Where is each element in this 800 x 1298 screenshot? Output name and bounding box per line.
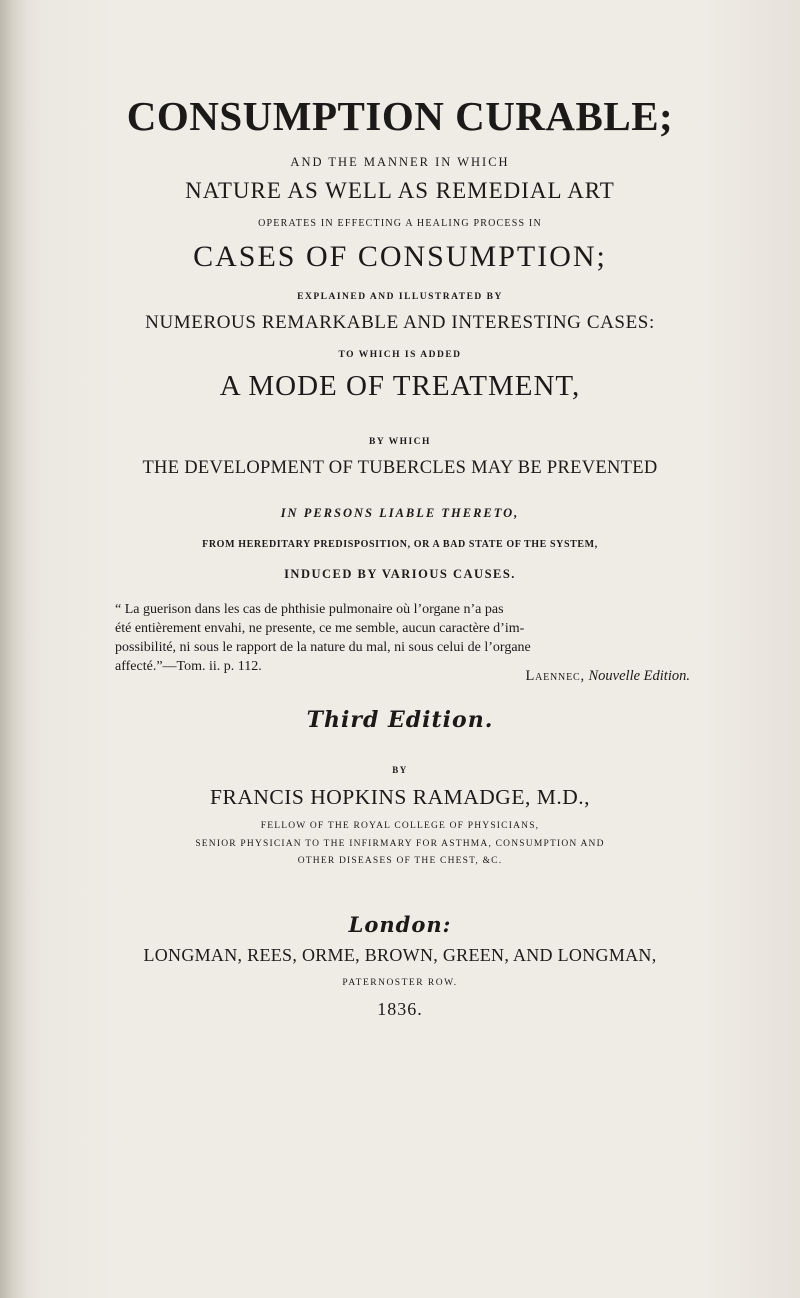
author-position: SENIOR PHYSICIAN TO THE INFIRMARY FOR ASTHMA, CONSUMPTION AND xyxy=(195,839,605,849)
epigraph-attribution xyxy=(0,668,690,685)
author-name: FRANCIS HOPKINS RAMADGE, M.D., xyxy=(210,785,590,809)
epigraph-source: Nouvelle Edition. xyxy=(588,668,690,684)
subtitle-line-3: OPERATES IN EFFECTING A HEALING PROCESS IN xyxy=(258,218,542,229)
subtitle-line-6: NUMEROUS REMARKABLE AND INTERESTING CASES: xyxy=(145,312,655,333)
subtitle-line-2: NATURE AS WELL AS REMEDIAL ART xyxy=(185,178,615,203)
subtitle-line-11: IN PERSONS LIABLE THERETO, xyxy=(280,506,520,520)
epigraph-line: affecté.”—Tom. ii. p. 112. xyxy=(115,659,262,674)
imprint-address: PATERNOSTER ROW. xyxy=(342,978,458,988)
subtitle-line-12: FROM HEREDITARY PREDISPOSITION, OR A BAD STATE OF THE SYSTEM, xyxy=(202,539,598,550)
epigraph-line: “ La guerison dans les cas de phthisie pulmonaire où l’organe n’a pas xyxy=(115,602,504,617)
epigraph-quote xyxy=(115,600,700,676)
subtitle-line-7: TO WHICH IS ADDED xyxy=(338,350,462,360)
main-title: CONSUMPTION CURABLE; xyxy=(126,93,674,139)
epigraph-line: possibilité, ni sous le rapport de la nature du mal, ni sous celui de l’organe xyxy=(115,640,531,655)
imprint-city: London: xyxy=(348,912,452,937)
subtitle-line-9: BY WHICH xyxy=(369,437,431,447)
subtitle-line-13: INDUCED BY VARIOUS CAUSES. xyxy=(284,567,516,581)
edition-label: Third Edition. xyxy=(306,707,494,733)
subtitle-line-10: THE DEVELOPMENT OF TUBERCLES MAY BE PREVENTED xyxy=(142,458,658,478)
by-label: BY xyxy=(392,765,408,775)
subtitle-line-5: EXPLAINED AND ILLUSTRATED BY xyxy=(297,292,503,302)
epigraph-line: été entièrement envahi, ne presente, ce me semble, aucun caractère d’im- xyxy=(115,621,525,636)
subtitle-line-4: CASES OF CONSUMPTION; xyxy=(193,240,607,273)
imprint-publisher: LONGMAN, REES, ORME, BROWN, GREEN, AND LONGMAN, xyxy=(143,945,657,965)
author-fellowship: FELLOW OF THE ROYAL COLLEGE OF PHYSICIANS, xyxy=(260,821,540,831)
imprint-year: 1836. xyxy=(377,999,423,1019)
author-position-cont: OTHER DISEASES OF THE CHEST, &C. xyxy=(297,856,503,866)
subtitle-line-1: AND THE MANNER IN WHICH xyxy=(290,155,510,169)
subtitle-line-8: A MODE OF TREATMENT, xyxy=(219,370,581,402)
epigraph-author: Laennec, xyxy=(525,668,585,684)
